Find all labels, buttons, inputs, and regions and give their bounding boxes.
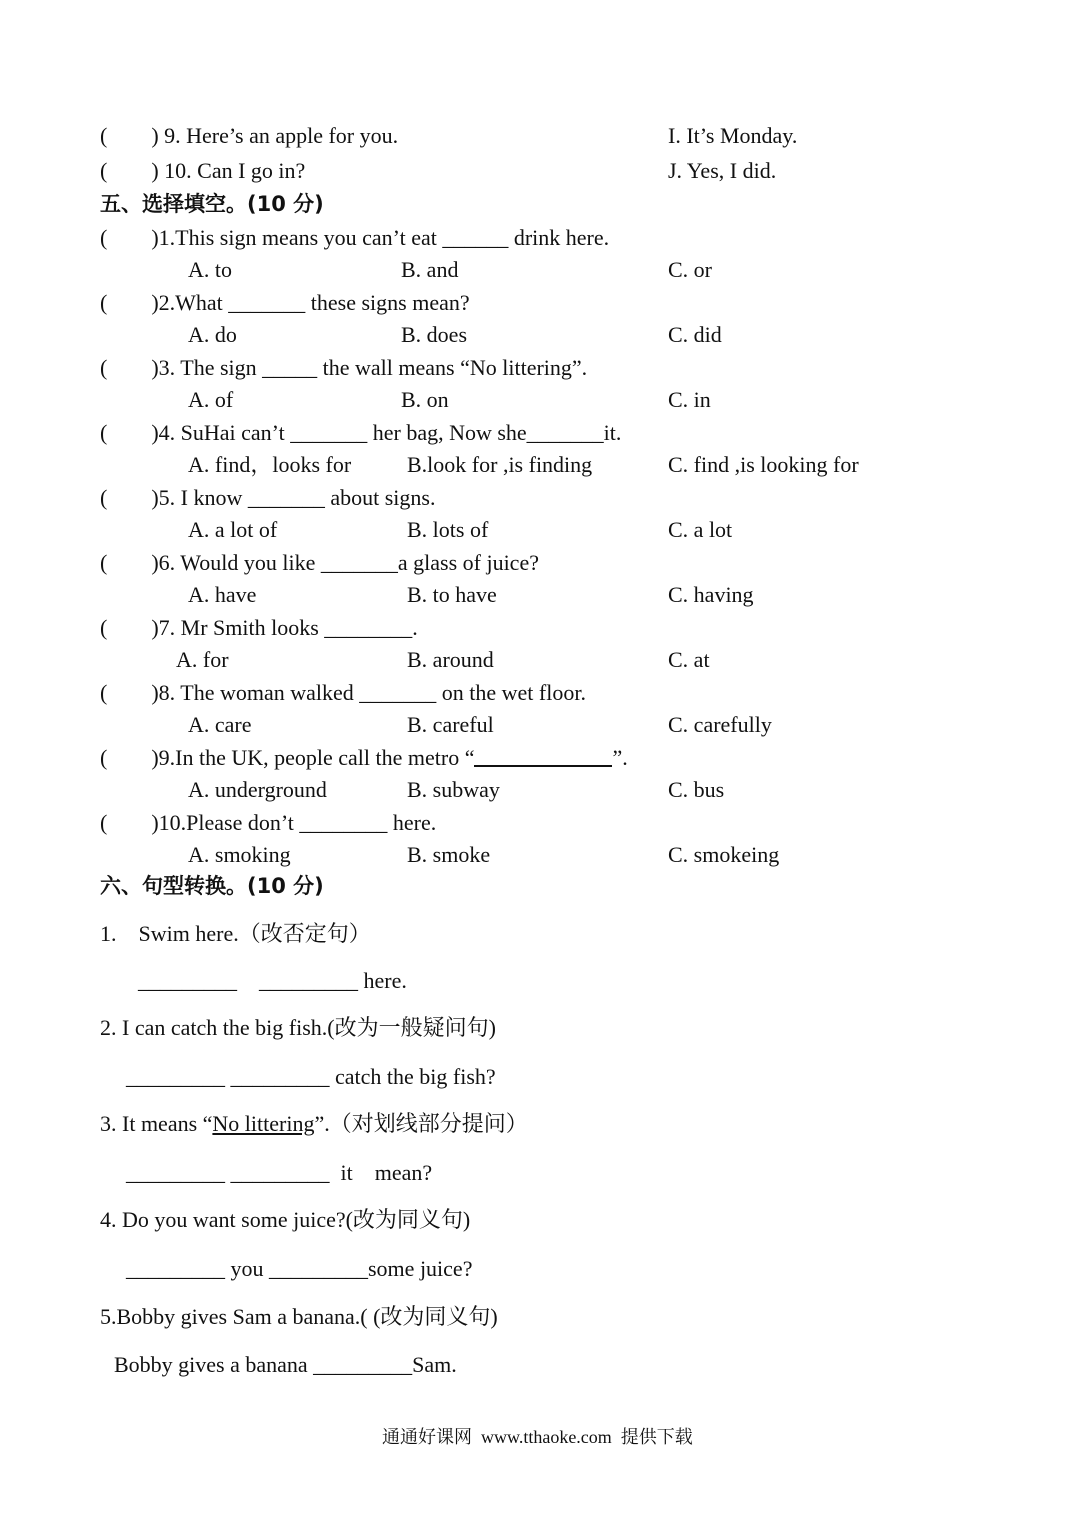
s5-q10: ( )10.Please don’t ________ here. <box>100 810 437 835</box>
s5-q6-b: B. to have <box>407 582 497 607</box>
s5-q8: ( )8. The woman walked _______ on the wet floor. <box>100 680 586 705</box>
s6-q2-answer: _________ _________ catch the big fish? <box>126 1064 496 1089</box>
s5-q9-text-start: ( )9.In the UK, people call the metro “ <box>100 745 475 770</box>
s5-q3-b: B. on <box>401 387 449 412</box>
s5-q1-b: B. and <box>401 257 459 282</box>
s5-q5-c: C. a lot <box>668 517 733 542</box>
s5-q2-a: A. do <box>188 322 237 347</box>
s6-q1-answer: _________ _________ here. <box>138 968 407 993</box>
s6-q2: 2. I can catch the big fish.(改为一般疑问句) <box>100 1015 496 1040</box>
s6-q5: 5.Bobby gives Sam a banana.( (改为同义句) <box>100 1304 498 1329</box>
s5-q10-c: C. smokeing <box>668 842 780 867</box>
s5-q7: ( )7. Mr Smith looks ________. <box>100 615 418 640</box>
s6-q5-answer: Bobby gives a banana _________Sam. <box>114 1352 457 1377</box>
s5-q1: ( )1.This sign means you can’t eat ______ drink here. <box>100 225 610 250</box>
s5-q2-b: B. does <box>401 322 467 347</box>
s5-q3-a: A. of <box>188 387 234 412</box>
s5-q2-c: C. did <box>668 322 722 347</box>
s5-q4-a: A. find，looks for <box>188 452 352 477</box>
s5-q9-b: B. subway <box>407 777 500 802</box>
s5-q1-a: A. to <box>188 257 232 282</box>
s5-q5: ( )5. I know _______ about signs. <box>100 485 436 510</box>
s5-q4-c: C. find ,is looking for <box>668 452 859 477</box>
s5-q9-blank <box>474 745 612 767</box>
s5-q5-b: B. lots of <box>407 517 489 542</box>
s6-q3-text-start: 3. It means “ <box>100 1111 213 1136</box>
match-answer-j: J. Yes, I did. <box>668 158 777 183</box>
s5-q4-b: B.look for ,is finding <box>407 452 593 477</box>
s6-q3 <box>100 1110 528 1138</box>
page-footer: 通通好课网 www.tthaoke.com 提供下载 <box>382 1427 693 1447</box>
section-6-heading: 六、句型转换。(10 分) <box>100 874 324 898</box>
s5-q7-c: C. at <box>668 647 710 672</box>
s5-q9-a: A. underground <box>188 777 327 802</box>
s5-q8-a: A. care <box>188 712 252 737</box>
match-question-10: ( ) 10. Can I go in? <box>100 158 306 183</box>
s5-q9-c: C. bus <box>668 777 725 802</box>
s5-q6: ( )6. Would you like _______a glass of juice? <box>100 550 539 575</box>
s5-q10-a: A. smoking <box>188 842 291 867</box>
s5-q1-c: C. or <box>668 257 712 282</box>
match-question-9: ( ) 9. Here’s an apple for you. <box>100 123 399 148</box>
s5-q6-c: C. having <box>668 582 754 607</box>
s5-q3: ( )3. The sign _____ the wall means “No littering”. <box>100 355 588 380</box>
s5-q9 <box>100 744 628 772</box>
s5-q8-b: B. careful <box>407 712 494 737</box>
s6-q3-underlined: No littering <box>212 1111 315 1136</box>
s6-q1: 1. Swim here.（改否定句） <box>100 921 371 946</box>
s6-q3-answer: _________ _________ it mean? <box>126 1160 433 1185</box>
s6-q4-answer: _________ you _________some juice? <box>126 1256 473 1281</box>
s5-q6-a: A. have <box>188 582 257 607</box>
s5-q2: ( )2.What _______ these signs mean? <box>100 290 470 315</box>
s5-q3-c: C. in <box>668 387 711 412</box>
match-answer-i: I. It’s Monday. <box>668 123 798 148</box>
s5-q9-text-end: ”. <box>612 745 628 770</box>
s5-q7-a: A. for <box>176 647 229 672</box>
s6-q4: 4. Do you want some juice?(改为同义句) <box>100 1207 471 1232</box>
s5-q7-b: B. around <box>407 647 494 672</box>
s5-q8-c: C. carefully <box>668 712 772 737</box>
section-5-heading: 五、选择填空。(10 分) <box>100 192 324 216</box>
s5-q4: ( )4. SuHai can’t _______ her bag, Now she_______it. <box>100 420 622 445</box>
s5-q10-b: B. smoke <box>407 842 491 867</box>
s6-q3-text-end: ”.（对划线部分提问） <box>314 1111 528 1136</box>
s5-q5-a: A. a lot of <box>188 517 278 542</box>
